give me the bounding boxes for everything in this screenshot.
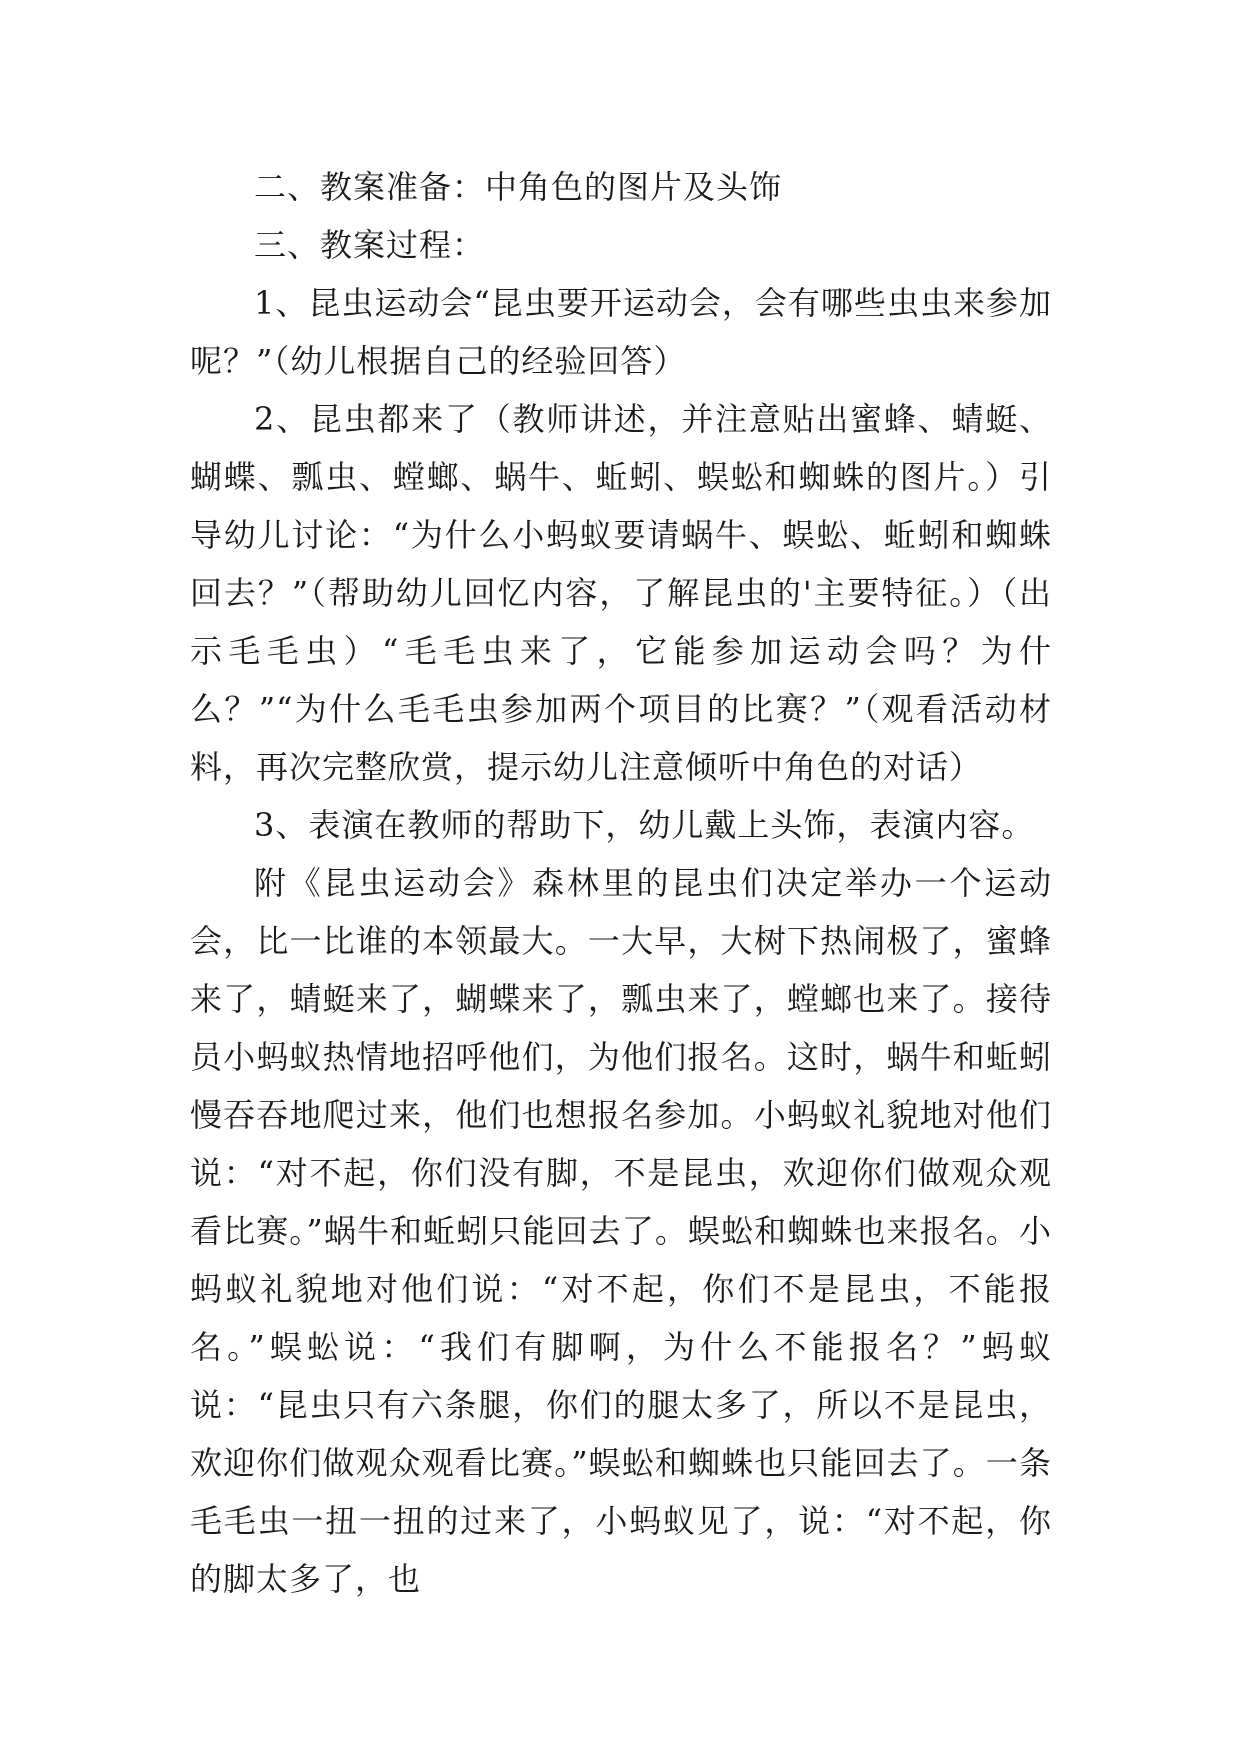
paragraph-process-heading: 三、教案过程： bbox=[254, 226, 486, 264]
paragraph-step-1: 1、昆虫运动会“昆虫要开运动会，会有哪些虫虫来参加呢？”（幼儿根据自己的经验回答） bbox=[190, 284, 1052, 380]
document-body bbox=[190, 158, 1052, 1608]
paragraph-preparation: 二、教案准备：中角色的图片及头饰 bbox=[254, 168, 783, 206]
paragraph-step-2: 2、昆虫都来了（教师讲述，并注意贴出蜜蜂、蜻蜓、蝴蝶、瓢虫、螳螂、蜗牛、蚯蚓、蜈蚣和蜘蛛的图片。）引导幼儿讨论：“为什么小蚂蚁要请蜗牛、蜈蚣、蚯蚓和蜘蛛回去？”（帮助幼儿回忆内容，了解昆虫的'主要特征。）（出示毛毛虫）“毛毛虫来了，它能参加运动会吗？为什么？”“为什么毛毛虫参加两个项目的比赛？”（观看活动材料，再次完整欣赏，提示幼儿注意倾听中角色的对话） bbox=[190, 400, 1052, 786]
paragraph-step-3: 3、表演在教师的帮助下，幼儿戴上头饰，表演内容。 bbox=[254, 806, 1035, 844]
paragraph-story: 附《昆虫运动会》森林里的昆虫们决定举办一个运动会，比一比谁的本领最大。一大早，大树下热闹极了，蜜蜂来了，蜻蜓来了，蝴蝶来了，瓢虫来了，螳螂也来了。接待员小蚂蚁热情地招呼他们，为他们报名。这时，蜗牛和蚯蚓慢吞吞地爬过来，他们也想报名参加。小蚂蚁礼貌地对他们说：“对不起，你们没有脚，不是昆虫，欢迎你们做观众观看比赛。”蜗牛和蚯蚓只能回去了。蜈蚣和蜘蛛也来报名。小蚂蚁礼貌地对他们说：“对不起，你们不是昆虫，不能报名。”蜈蚣说：“我们有脚啊，为什么不能报名？”蚂蚁说：“昆虫只有六条腿，你们的腿太多了，所以不是昆虫，欢迎你们做观众观看比赛。”蜈蚣和蜘蛛也只能回去了。一条毛毛虫一扭一扭的过来了，小蚂蚁见了，说：“对不起，你的脚太多了，也 bbox=[190, 864, 1052, 1598]
